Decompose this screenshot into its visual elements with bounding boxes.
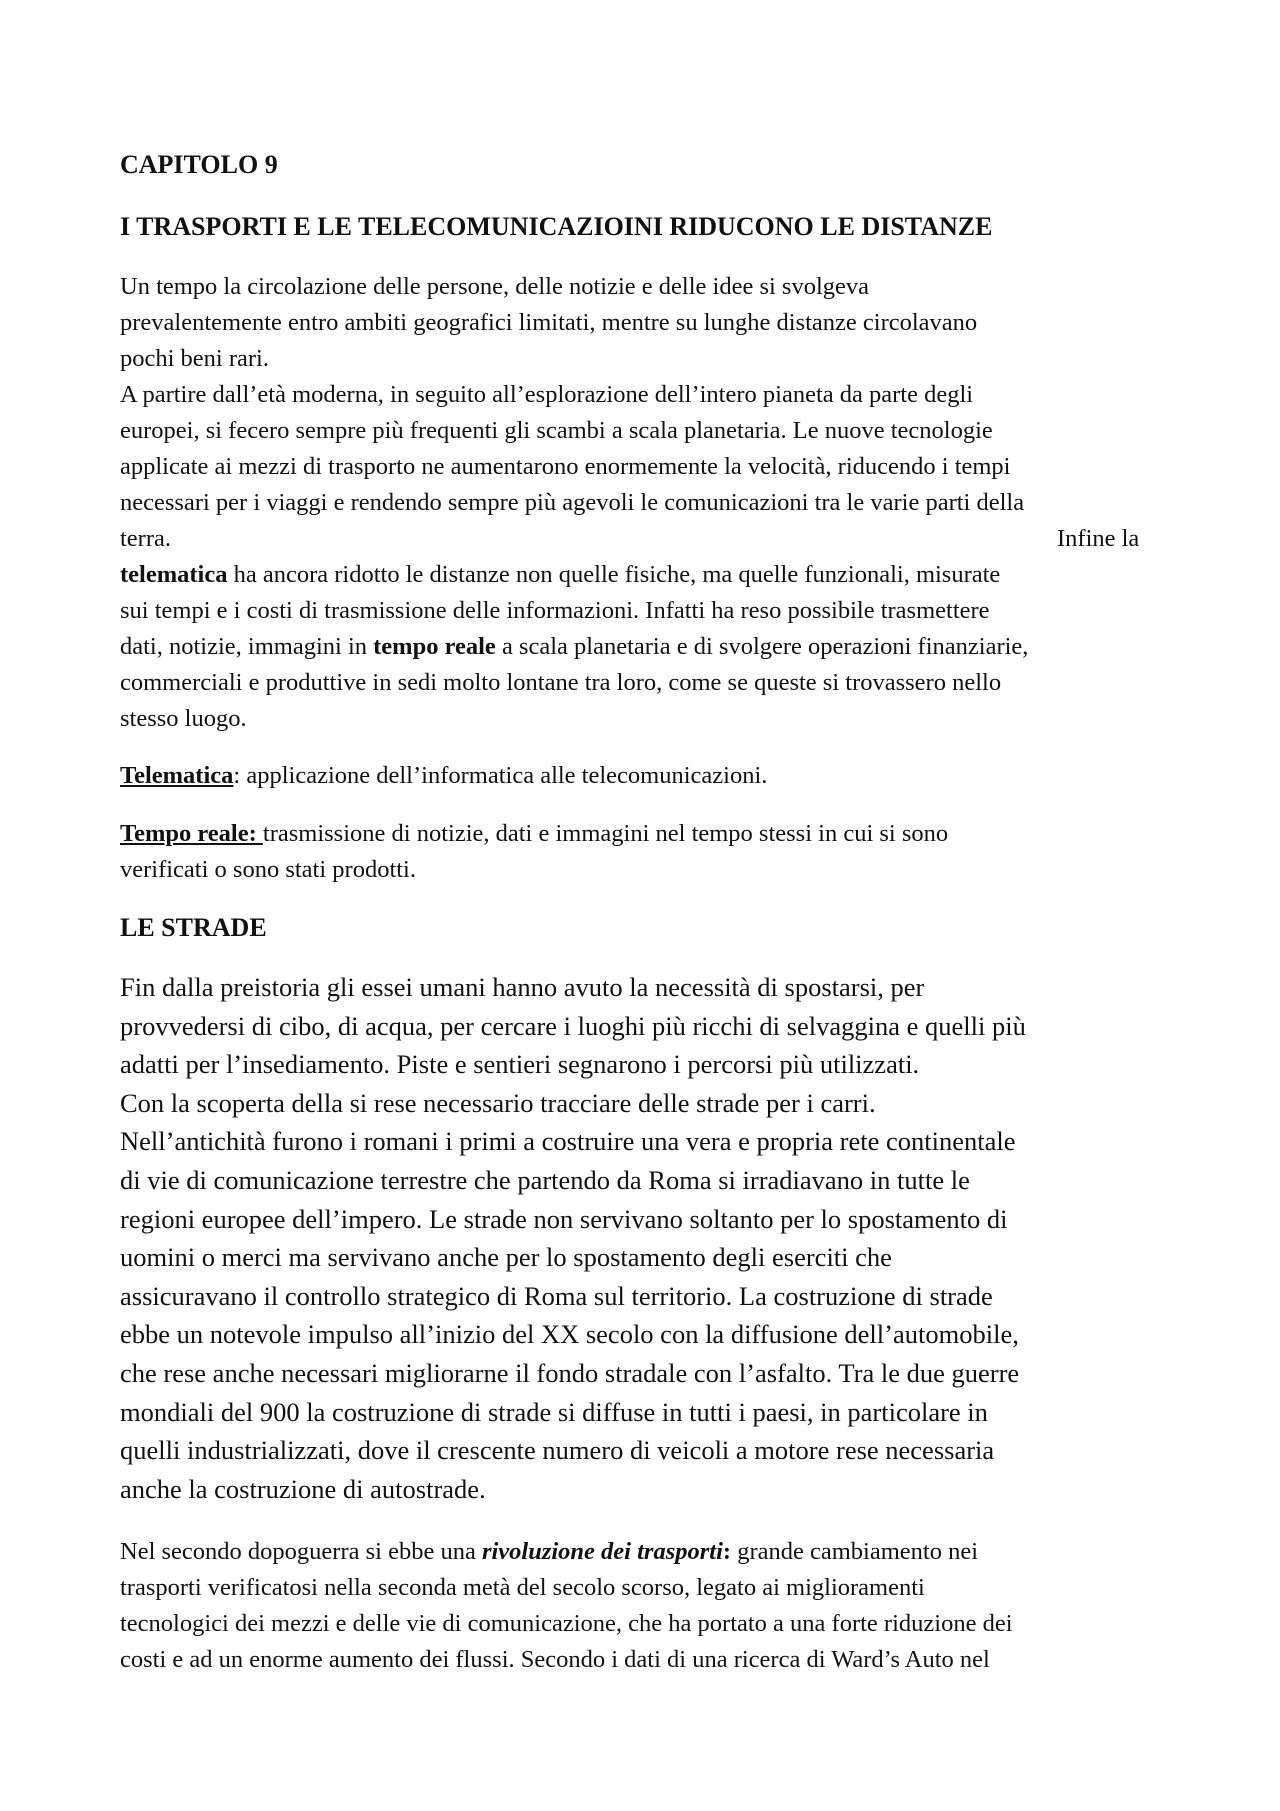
definition-term: Telematica [120,762,234,789]
definition-text: trasmissione di notizie, dati e immagini nel tempo stessi in cui si sono [262,820,949,847]
term-telematica: telematica [120,561,228,588]
definition-term: Tempo reale: [120,820,263,847]
paragraph-line: pochi beni rari. [120,345,269,372]
chapter-heading: CAPITOLO 9 [120,150,278,179]
text-segment: Nel secondo dopoguerra si ebbe una [120,1538,482,1565]
paragraph-line: Un tempo la circolazione delle persone, delle notizie e delle idee si svolgeva [120,273,869,300]
paragraph-line: assicuravano il controllo strategico di Roma sul territorio. La costruzione di strade [120,1280,993,1311]
paragraph-line: applicate ai mezzi di trasporto ne aumentarono enormemente la velocità, riducendo i tempi [120,453,1011,480]
paragraph-line: prevalentemente entro ambiti geografici limitati, mentre su lunghe distanze circolavano [120,309,978,336]
paragraph-line [120,1538,978,1566]
paragraph-line: che rese anche necessari migliorarne il fondo stradale con l’asfalto. Tra le due guerre [120,1358,1020,1388]
paragraph-line: Nell’antichità furono i romani i primi a costruire una vera e propria rete continentale [120,1126,1016,1157]
paragraph-line [120,633,1028,661]
term-rivoluzione-trasporti: rivoluzione dei trasporti [481,1538,723,1565]
paragraph-line: verificati o sono stati prodotti. [120,856,416,883]
paragraph-line: commerciali e produttive in sedi molto lontane tra loro, come se queste si trovassero nello [120,669,1002,696]
page-title: I TRASPORTI E LE TELECOMUNICAZIOINI RIDUCONO LE DISTANZE [120,212,993,241]
paragraph-line: mondiali del 900 la costruzione di strade si diffuse in tutti i paesi, in particolare in [120,1396,988,1427]
paragraph-line: sui tempi e i costi di trasmissione delle informazioni. Infatti ha reso possibile trasmettere [120,597,990,624]
paragraph-line: A partire dall’età moderna, in seguito all’esplorazione dell’intero pianeta da parte degli [120,381,974,408]
paragraph-line: di vie di comunicazione terrestre che partendo da Roma si irradiavano in tutte le [120,1165,970,1195]
term-tempo-reale: tempo reale [373,633,496,660]
text-segment: : [722,1538,732,1565]
paragraph-line: costi e ad un enorme aumento dei flussi. Secondo i dati di una ricerca di Ward’s Auto nel [120,1646,990,1673]
paragraph-line: uomini o merci ma servivano anche per lo spostamento degli eserciti che [120,1242,892,1273]
paragraph-line [120,561,1000,589]
paragraph-line: necessari per i viaggi e rendendo sempre più agevoli le comunicazioni tra le varie parti della [120,489,1025,516]
paragraph-line: Fin dalla preistoria gli essei umani hanno avuto la necessità di spostarsi, per [120,972,925,1002]
paragraph-line: provvedersi di cibo, di acqua, per cercare i luoghi più ricchi di selvaggina e quelli più [120,1010,1026,1041]
definition-telematica [120,762,767,790]
section-heading: LE STRADE [120,913,267,942]
paragraph-line: regioni europee dell’impero. Le strade non servivano soltanto per lo spostamento di [120,1203,1008,1234]
text-segment: a scala planetaria e di svolgere operazioni finanziarie, [495,633,1029,660]
paragraph-line: ebbe un notevole impulso all’inizio del XX secolo con la diffusione dell’automobile, [120,1319,1019,1350]
definition-tempo-reale [120,820,948,848]
paragraph-line: adatti per l’insediamento. Piste e sentieri segnarono i percorsi più utilizzati. [120,1049,920,1080]
paragraph-line: terra. [120,525,171,552]
paragraph-line: quelli industrializzati, dove il crescente numero di veicoli a motore rese necessaria [120,1435,995,1466]
text-segment: grande cambiamento nei [731,1538,979,1565]
paragraph-line: tecnologici dei mezzi e delle vie di comunicazione, che ha portato a una forte riduzione dei [120,1610,1013,1637]
paragraph-line: Con la scoperta della si rese necessario tracciare delle strade per i carri. [120,1087,876,1118]
paragraph-line: europei, si fecero sempre più frequenti gli scambi a scala planetaria. Le nuove tecnologie [120,417,993,444]
definition-text: : applicazione dell’informatica alle telecomunicazioni. [233,762,768,789]
paragraph-line: stesso luogo. [120,705,247,732]
paragraph-line: trasporti verificatosi nella seconda metà del secolo scorso, legato ai miglioramenti [120,1574,925,1601]
paragraph-line: anche la costruzione di autostrade. [120,1473,486,1504]
text-segment: ha ancora ridotto le distanze non quelle fisiche, ma quelle funzionali, misurate [227,561,1001,588]
paragraph-line-end: Infine la [1057,525,1140,552]
text-segment: dati, notizie, immagini in [120,633,374,660]
